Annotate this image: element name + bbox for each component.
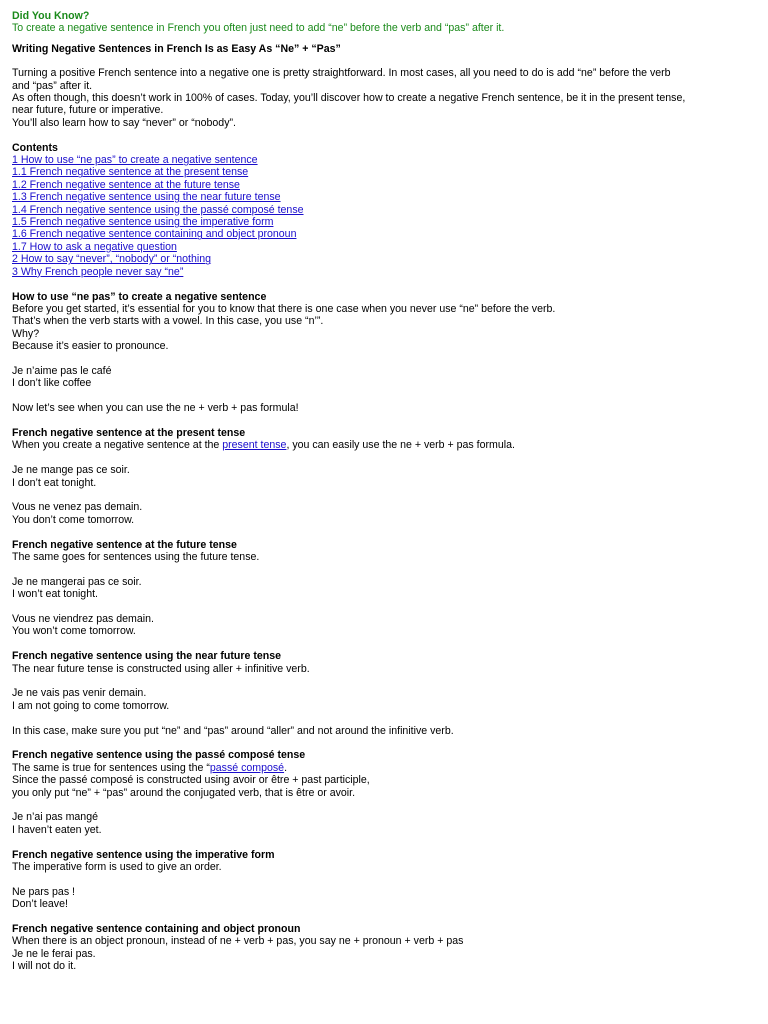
toc-link-1-2[interactable]: 1.2 French negative sentence at the future tense <box>12 178 240 191</box>
text-span: . <box>284 761 288 774</box>
intro-line: near future, future or imperative. <box>12 104 164 117</box>
example-french: Vous ne venez pas demain. <box>12 501 143 514</box>
paragraph-line: Since the passé composé is constructed using avoir or être + past participle, <box>12 774 370 787</box>
paragraph-line: In this case, make sure you put “ne” and “pas” around “aller” and not around the infinitive verb. <box>12 724 454 737</box>
paragraph-line: you only put “ne” + “pas” around the conjugated verb, that is être or avoir. <box>12 786 356 799</box>
toc-link-2[interactable]: 2 How to say “never”, “nobody” or “nothing <box>12 253 212 266</box>
intro-line: You’ll also learn how to say “never” or “nobody”. <box>12 116 236 129</box>
section-future-tense <box>12 539 756 638</box>
text-span: The same is true for sentences using the “ <box>12 761 210 774</box>
paragraph-line: Because it’s easier to pronounce. <box>12 340 169 353</box>
intro-line: Turning a positive French sentence into a negative one is pretty straightforward. In most cases, all you need to do is add “ne” before the verb <box>12 67 671 80</box>
paragraph-line <box>12 762 756 774</box>
paragraph-line: When there is an object pronoun, instead of ne + verb + pas, you say ne + pronoun + verb + pas <box>12 935 464 948</box>
paragraph-line: That’s when the verb starts with a vowel. In this case, you use “n’”. <box>12 315 324 328</box>
example-french: Je n’aime pas le café <box>12 364 112 377</box>
page-title: Writing Negative Sentences in French Is as Easy As “Ne” + “Pas” <box>12 42 341 55</box>
toc-link-1-4[interactable]: 1.4 French negative sentence using the passé composé tense <box>12 203 304 216</box>
paragraph-line: Now let’s see when you can use the ne + verb + pas formula! <box>12 402 299 415</box>
example-english: I am not going to come tomorrow. <box>12 699 170 712</box>
example-french: Ne pars pas ! <box>12 885 76 898</box>
example-english: You won’t come tomorrow. <box>12 625 136 638</box>
example-english: I will not do it. <box>12 960 77 973</box>
example-french: Je ne mangerai pas ce soir. <box>12 575 142 588</box>
example-english: I haven’t eaten yet. <box>12 823 102 836</box>
example-english: I don’t like coffee <box>12 377 92 390</box>
example-english: Don’t leave! <box>12 898 68 911</box>
text-span: , you can easily use the ne + verb + pas formula. <box>286 439 515 452</box>
example-english: I won’t eat tonight. <box>12 588 98 601</box>
paragraph-line <box>12 439 756 451</box>
contents-heading: Contents <box>12 141 58 154</box>
example-french: Vous ne viendrez pas demain. <box>12 612 154 625</box>
paragraph-line: Why? <box>12 327 40 340</box>
section-heading: French negative sentence containing and object pronoun <box>12 922 301 935</box>
paragraph-line: The same goes for sentences using the future tense. <box>12 550 260 563</box>
section-heading: French negative sentence using the near future tense <box>12 650 282 663</box>
paragraph-line: The imperative form is used to give an order. <box>12 860 222 873</box>
toc-link-1-5[interactable]: 1.5 French negative sentence using the imperative form <box>12 216 274 229</box>
section-heading: French negative sentence at the future tense <box>12 538 237 551</box>
paragraph-line: The near future tense is constructed using aller + infinitive verb. <box>12 662 310 675</box>
intro <box>12 67 756 129</box>
did-you-know-heading: Did You Know? <box>12 10 90 22</box>
example-french: Je ne vais pas venir demain. <box>12 687 147 700</box>
passe-compose-link[interactable]: passé composé <box>209 761 285 774</box>
present-tense-link[interactable]: present tense <box>222 439 287 452</box>
section-heading: French negative sentence at the present tense <box>12 426 246 439</box>
intro-line: and “pas” after it. <box>12 79 93 92</box>
toc-link-1-7[interactable]: 1.7 How to ask a negative question <box>12 240 177 253</box>
example-english: I don’t eat tonight. <box>12 476 97 489</box>
section-ne-pas <box>12 291 756 415</box>
did-you-know-text: To create a negative sentence in French you often just need to add “ne” before the verb and “pas” after it. <box>12 22 505 35</box>
toc-link-1-1[interactable]: 1.1 French negative sentence at the present tense <box>12 166 249 179</box>
toc-link-1[interactable]: 1 How to use “ne pas” to create a negative sentence <box>12 154 258 167</box>
example-french: Je ne le ferai pas. <box>12 947 96 960</box>
section-present-tense <box>12 427 756 526</box>
section-heading: How to use “ne pas” to create a negative sentence <box>12 290 267 303</box>
section-passe-compose <box>12 749 756 836</box>
section-heading: French negative sentence using the passé composé tense <box>12 749 306 762</box>
example-english: You don’t come tomorrow. <box>12 513 135 526</box>
toc-link-1-6[interactable]: 1.6 French negative sentence containing and object pronoun <box>12 228 297 241</box>
example-french: Je ne mange pas ce soir. <box>12 464 130 477</box>
intro-line: As often though, this doesn’t work in 100% of cases. Today, you’ll discover how to create a negative French sentence, be it in the present tense, <box>12 92 686 105</box>
section-near-future <box>12 650 756 737</box>
section-object-pronoun <box>12 923 756 973</box>
text-span: When you create a negative sentence at the <box>12 439 223 452</box>
section-heading: French negative sentence using the imperative form <box>12 848 275 861</box>
table-of-contents <box>12 142 756 278</box>
section-imperative <box>12 849 756 911</box>
toc-link-3[interactable]: 3 Why French people never say “ne” <box>12 265 184 278</box>
example-french: Je n’ai pas mangé <box>12 811 98 824</box>
toc-link-1-3[interactable]: 1.3 French negative sentence using the near future tense <box>12 191 281 204</box>
paragraph-line: Before you get started, it’s essential for you to know that there is one case when you never use “ne” before the verb. <box>12 302 556 315</box>
